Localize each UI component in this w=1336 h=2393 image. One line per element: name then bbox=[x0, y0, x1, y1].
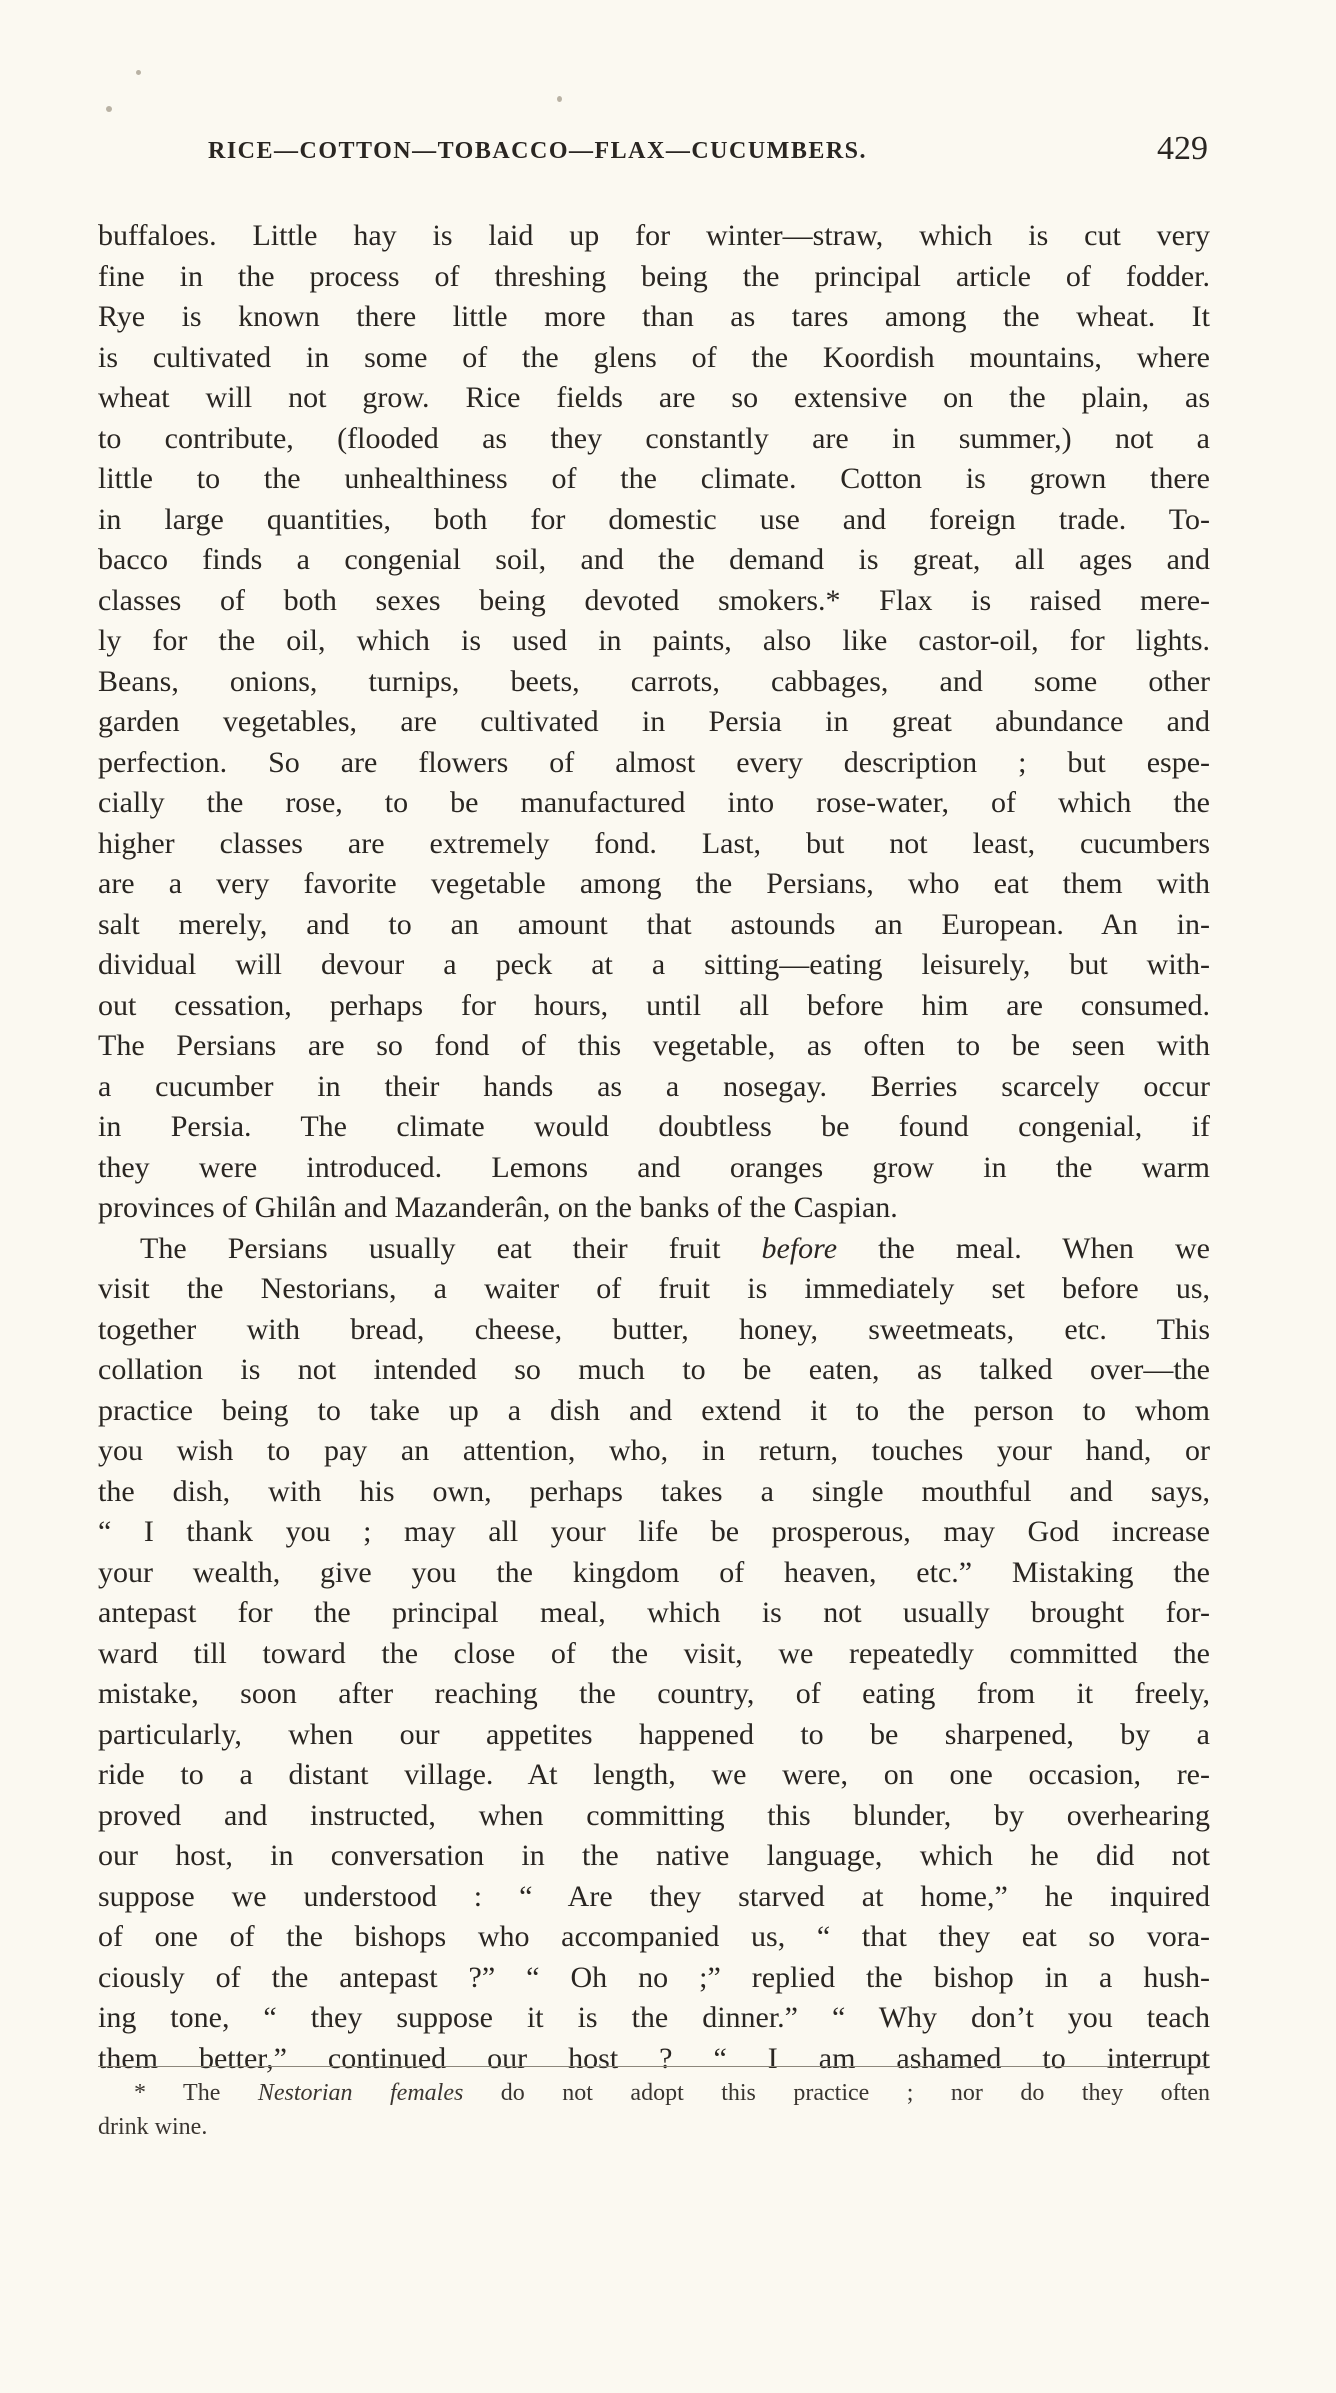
text-line: your wealth, give you the kingdom of heaven, etc.” Mistaking the bbox=[98, 1555, 1210, 1589]
text-line: ride to a distant village. At length, we were, on one occasion, re- bbox=[98, 1758, 1210, 1791]
running-head-title: RICE—COTTON—TOBACCO—FLAX—CUCUMBERS. bbox=[208, 138, 868, 164]
text-line: “ I thank you ; may all your life be prosperous, may God increase bbox=[98, 1515, 1210, 1548]
text-line: perfection. So are flowers of almost every description ; but espe- bbox=[98, 745, 1210, 779]
emphasis: Nestorian females bbox=[257, 2080, 464, 2106]
text-line: salt merely, and to an amount that astounds an European. An in- bbox=[98, 907, 1210, 941]
text-line: out cessation, perhaps for hours, until all before him are consumed. bbox=[98, 988, 1210, 1022]
text-line: them better,” continued our host ? “ I am ashamed to interrupt bbox=[98, 2041, 1210, 2075]
text-line: Rye is known there little more than as tares among the wheat. It bbox=[98, 300, 1210, 333]
text-line: The Persians are so fond of this vegetable, as often to be seen with bbox=[98, 1029, 1210, 1062]
text-line: our host, in conversation in the native language, which he did not bbox=[98, 1839, 1210, 1872]
text-run: the meal. When we bbox=[878, 1231, 1210, 1265]
text-line: wheat will not grow. Rice fields are so extensive on the plain, as bbox=[98, 381, 1210, 414]
ink-speck bbox=[557, 96, 562, 102]
text-line: cially the rose, to be manufactured into rose-water, of which the bbox=[98, 786, 1210, 819]
text-line: you wish to pay an attention, who, in return, touches your hand, or bbox=[98, 1434, 1210, 1467]
text-line: little to the unhealthiness of the climate. Cotton is grown there bbox=[98, 462, 1210, 495]
text-line: higher classes are extremely fond. Last, but not least, cucumbers bbox=[98, 826, 1210, 860]
text-line: bacco finds a congenial soil, and the demand is great, all ages and bbox=[98, 543, 1210, 576]
text-line: ly for the oil, which is used in paints, also like castor-oil, for lights. bbox=[98, 624, 1210, 657]
ink-speck bbox=[106, 106, 112, 112]
text-line: suppose we understood : “ Are they starved at home,” he inquired bbox=[98, 1879, 1210, 1913]
text-line: practice being to take up a dish and extend it to the person to whom bbox=[98, 1393, 1210, 1427]
text-line: visit the Nestorians, a waiter of fruit is immediately set before us, bbox=[98, 1272, 1210, 1305]
text-line: garden vegetables, are cultivated in Persia in great abundance and bbox=[98, 705, 1210, 738]
text-run: The Persians usually eat their fruit bbox=[140, 1231, 721, 1265]
text-line: dividual will devour a peck at a sitting—eating leisurely, but with- bbox=[98, 948, 1210, 981]
text-line: antepast for the principal meal, which is not usually brought for- bbox=[98, 1596, 1210, 1629]
emphasis: before bbox=[761, 1231, 838, 1265]
body-text bbox=[98, 216, 1210, 2079]
text-line: to contribute, (flooded as they constantly are in summer,) not a bbox=[98, 421, 1210, 455]
footnote-line bbox=[98, 2076, 1210, 2110]
text-line: buffaloes. Little hay is laid up for winter—straw, which is cut very bbox=[98, 219, 1210, 252]
footnote-line: drink wine. bbox=[98, 2114, 208, 2140]
running-head bbox=[98, 130, 1208, 176]
text-line: proved and instructed, when committing this blunder, by overhearing bbox=[98, 1798, 1210, 1832]
text-line: particularly, when our appetites happened to be sharpened, by a bbox=[98, 1717, 1210, 1751]
text-line: classes of both sexes being devoted smokers.* Flax is raised mere- bbox=[98, 583, 1210, 617]
page-number: 429 bbox=[1157, 130, 1208, 167]
text-line: ciously of the antepast ?” “ Oh no ;” replied the bishop in a hush- bbox=[98, 1960, 1210, 1994]
text-line: ing tone, “ they suppose it is the dinner.” “ Why don’t you teach bbox=[98, 2001, 1210, 2034]
text-line: mistake, soon after reaching the country, of eating from it freely, bbox=[98, 1677, 1210, 1710]
text-line: they were introduced. Lemons and oranges grow in the warm bbox=[98, 1150, 1210, 1184]
ink-speck bbox=[136, 70, 141, 75]
text-line: collation is not intended so much to be eaten, as talked over—the bbox=[98, 1353, 1210, 1386]
text-line: a cucumber in their hands as a nosegay. Berries scarcely occur bbox=[98, 1069, 1210, 1103]
text-line: provinces of Ghilân and Mazanderân, on the banks of the Caspian. bbox=[98, 1191, 898, 1224]
text-line: Beans, onions, turnips, beets, carrots, cabbages, and some other bbox=[98, 664, 1210, 698]
text-line: is cultivated in some of the glens of the Koordish mountains, where bbox=[98, 340, 1210, 374]
text-line: ward till toward the close of the visit, we repeatedly committed the bbox=[98, 1636, 1210, 1670]
footnote bbox=[98, 2076, 1210, 2144]
paragraph-first-line bbox=[98, 1229, 1210, 1270]
text-line: the dish, with his own, perhaps takes a single mouthful and says, bbox=[98, 1474, 1210, 1508]
text-line: fine in the process of threshing being the principal article of fodder. bbox=[98, 259, 1210, 293]
text-line: are a very favorite vegetable among the Persians, who eat them with bbox=[98, 867, 1210, 900]
text-run: do not adopt this practice ; nor do they often bbox=[500, 2080, 1210, 2106]
text-line: of one of the bishops who accompanied us, “ that they eat so vora- bbox=[98, 1920, 1210, 1953]
text-line: in Persia. The climate would doubtless be found congenial, if bbox=[98, 1110, 1210, 1143]
footnote-marker: * The bbox=[134, 2080, 221, 2106]
text-line: in large quantities, both for domestic use and foreign trade. To- bbox=[98, 502, 1210, 536]
footnote-divider bbox=[98, 2066, 1210, 2067]
text-line: together with bread, cheese, butter, honey, sweetmeats, etc. This bbox=[98, 1312, 1210, 1346]
